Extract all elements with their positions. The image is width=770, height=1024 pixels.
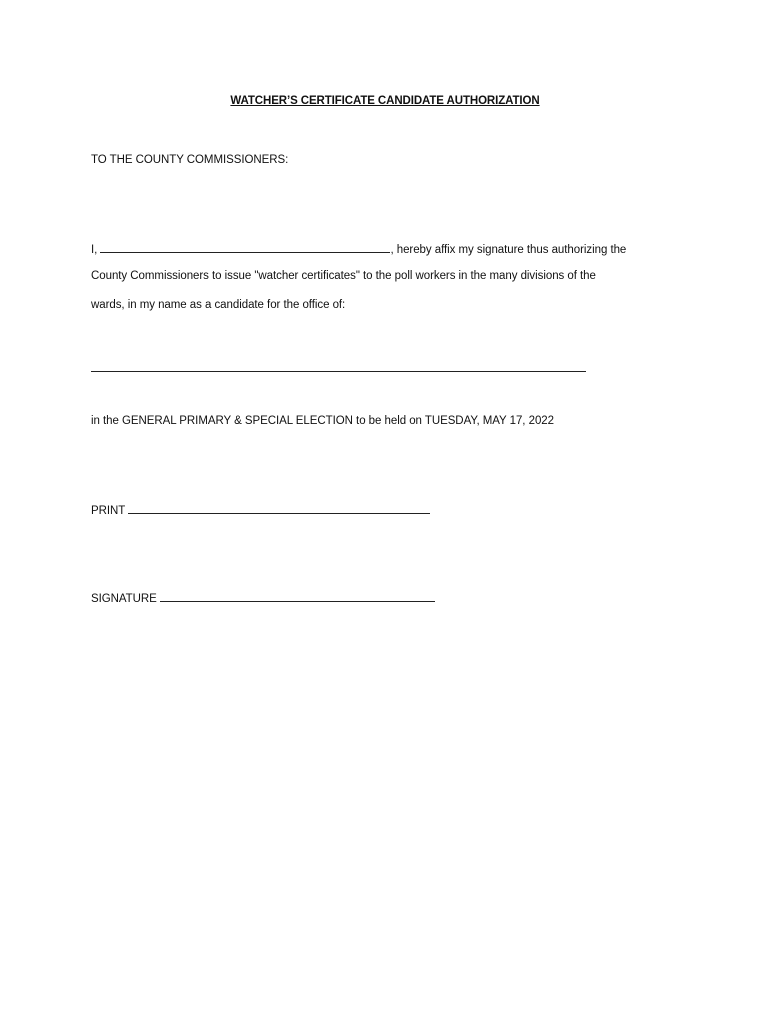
authorization-text-1: , hereby affix my signature thus authorizing the [390, 244, 627, 256]
signature-label: SIGNATURE [91, 593, 157, 605]
document-title: WATCHER’S CERTIFICATE CANDIDATE AUTHORIZATION [230, 95, 540, 107]
name-prefix: I, [91, 244, 98, 256]
authorization-line-2: County Commissioners to issue "watcher certificates" to the poll workers in the many divisions of the [91, 270, 596, 282]
candidate-name-blank[interactable] [100, 241, 390, 253]
signature-blank[interactable] [160, 590, 435, 602]
print-label: PRINT [91, 505, 126, 517]
office-blank[interactable] [91, 360, 586, 372]
print-blank[interactable] [128, 502, 430, 514]
office-line [91, 360, 586, 375]
authorization-line-3: wards, in my name as a candidate for the office of: [91, 299, 346, 311]
authorization-line-1 [91, 241, 626, 256]
signature-field [91, 590, 435, 605]
election-text: in the GENERAL PRIMARY & SPECIAL ELECTION to be held on TUESDAY, MAY 17, 2022 [91, 415, 554, 427]
print-field [91, 502, 430, 517]
salutation: TO THE COUNTY COMMISSIONERS: [91, 154, 289, 166]
